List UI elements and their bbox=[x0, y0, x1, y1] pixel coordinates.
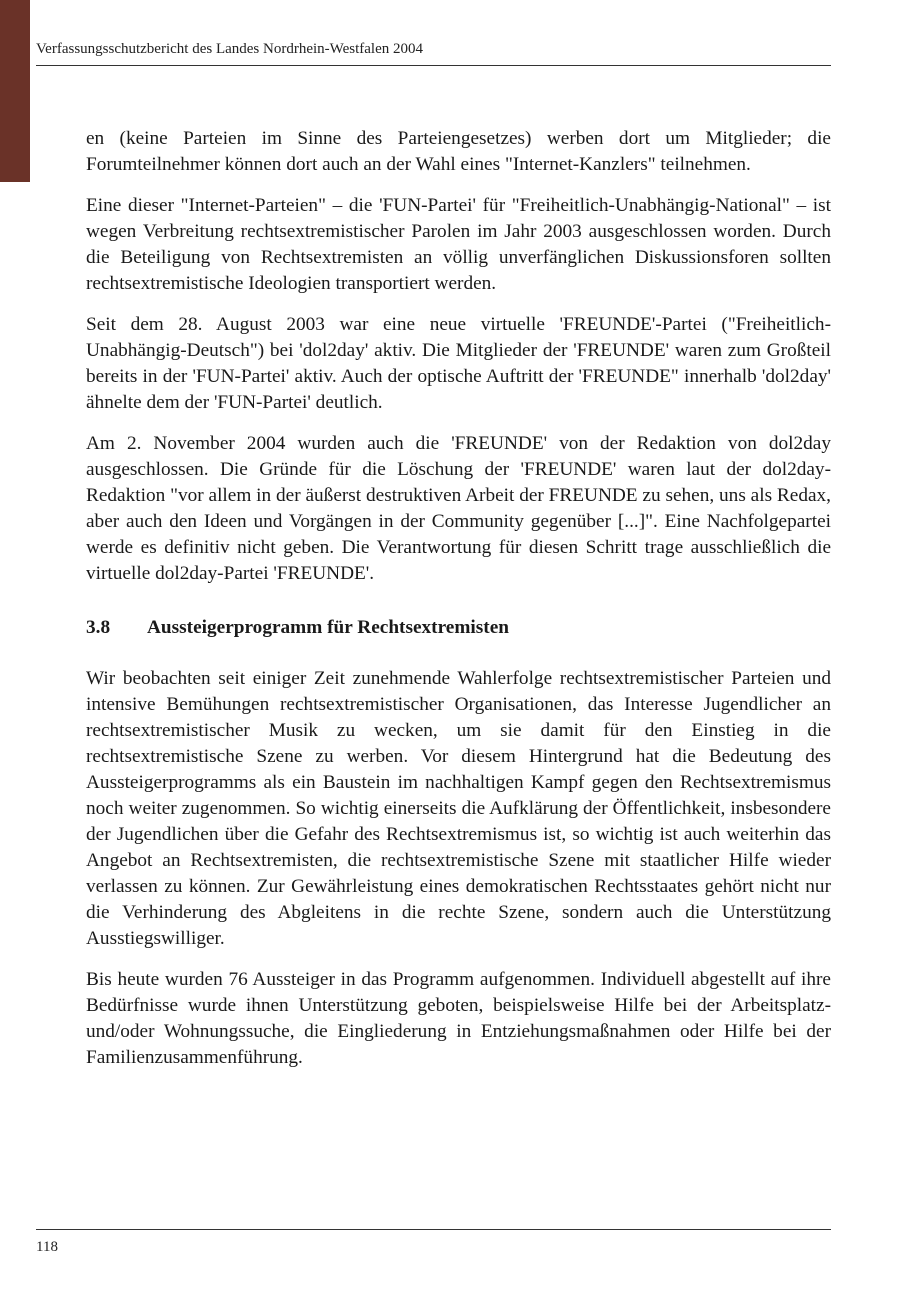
paragraph: Eine dieser "Internet-Parteien" – die 'FUN-Partei' für "Freiheitlich-Unabhängig-National" – ist wegen Verbreitung rechtsextremistischer Parolen im Jahr 2003 ausgeschlossen worden. Durch die Beteiligung von Rechtsextremisten an völlig unverfänglichen Diskussionsforen sollten rechtsextremistische Ideologien transportiert werden. bbox=[86, 195, 831, 294]
footer-divider bbox=[36, 1229, 831, 1230]
paragraph: Wir beobachten seit einiger Zeit zunehmende Wahlerfolge rechtsextremistischer Parteien und intensive Bemühungen rechtsextremistischer Organisationen, das Interesse Jugendlicher an rechtsextremistischer Musik zu wecken, um sie damit für den Einstieg in die rechtsextremistische Szene zu werben. Vor diesem Hintergrund hat die Bedeutung des Aussteigerprogramms als ein Baustein im nachhaltigen Kampf gegen den Rechtsextremismus noch weiter zugenommen. So wichtig einerseits die Aufklärung der Öffentlichkeit, insbesondere der Jugendlichen über die Gefahr des Rechtsextremismus ist, so wichtig ist auch weiterhin das Angebot an Rechtsextremisten, die rechtsextremistische Szene mit staatlicher Hilfe wieder verlassen zu können. Zur Gewährleistung eines demokratischen Rechtsstaates gehört nicht nur die Verhinderung des Abgleitens in die rechte Szene, sondern auch die Unterstützung Ausstiegswilliger. bbox=[86, 668, 831, 949]
header-divider bbox=[36, 65, 831, 66]
page-body bbox=[86, 126, 831, 1071]
paragraph: Seit dem 28. August 2003 war eine neue virtuelle 'FREUNDE'-Partei ("Freiheitlich-Unabhängig-Deutsch") bei 'dol2day' aktiv. Die Mitglieder der 'FREUNDE' waren zum Großteil bereits in der 'FUN-Partei' aktiv. Auch der optische Auftritt der 'FREUNDE" innerhalb 'dol2day' ähnelte dem der 'FUN-Partei' deutlich. bbox=[86, 314, 831, 413]
section-title: Aussteigerprogramm für Rechtsextremisten bbox=[147, 617, 509, 638]
section-number: 3.8 bbox=[86, 617, 111, 638]
paragraph: en (keine Parteien im Sinne des Parteiengesetzes) werben dort um Mitglieder; die Forumteilnehmer können dort auch an der Wahl eines "Internet-Kanzlers" teilnehmen. bbox=[86, 128, 831, 175]
paragraph: Am 2. November 2004 wurden auch die 'FREUNDE' von der Redaktion von dol2day ausgeschlossen. Die Gründe für die Löschung der 'FREUNDE' waren laut der dol2day-Redaktion "vor allem in der äußerst destruktiven Arbeit der FREUNDE zu sehen, uns als Redax, aber auch den Ideen und Vorgängen in der Community gegenüber [...]". Eine Nachfolgepartei werde es definitiv nicht geben. Die Verantwortung für diesen Schritt trage ausschließlich die virtuelle dol2day-Partei 'FREUNDE'. bbox=[86, 433, 831, 584]
page-number: 118 bbox=[36, 1239, 58, 1255]
section-heading bbox=[86, 615, 831, 641]
side-accent-bar bbox=[0, 0, 30, 182]
running-header: Verfassungsschutzbericht des Landes Nordrhein-Westfalen 2004 bbox=[36, 41, 424, 57]
paragraph: Bis heute wurden 76 Aussteiger in das Programm aufgenommen. Individuell abgestellt auf ihre Bedürfnisse wurde ihnen Unterstützung geboten, beispielsweise Hilfe bei der Arbeitsplatz- und/oder Wohnungssuche, die Eingliederung in Entziehungsmaßnahmen oder Hilfe bei der Familienzusammenführung. bbox=[86, 969, 831, 1068]
